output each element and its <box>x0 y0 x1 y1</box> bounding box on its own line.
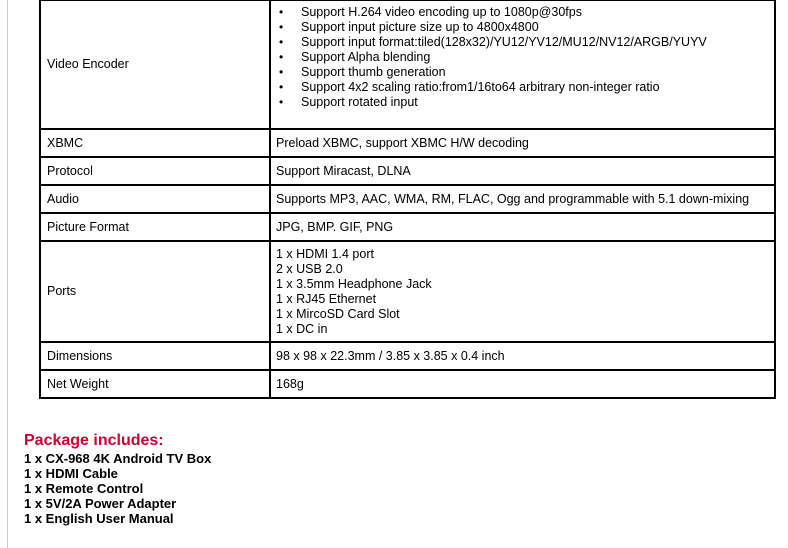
page-left-rule <box>7 0 8 548</box>
table-row <box>40 241 775 342</box>
specs-table <box>39 0 776 399</box>
spec-label: Picture Format <box>40 213 270 241</box>
spec-label: Video Encoder <box>40 0 270 129</box>
table-row <box>40 0 775 129</box>
spec-value: JPG, BMP. GIF, PNG <box>270 213 775 241</box>
list-item: • Support rotated input <box>276 95 774 110</box>
spec-label: Protocol <box>40 157 270 185</box>
package-item: 1 x CX-968 4K Android TV Box <box>24 451 212 466</box>
list-item: 1 x RJ45 Ethernet <box>276 291 377 306</box>
package-item: 1 x 5V/2A Power Adapter <box>24 496 177 511</box>
list-item: • Support input picture size up to 4800x4800 <box>276 20 774 35</box>
package-item: 1 x Remote Control <box>24 481 144 496</box>
list-item: 1 x HDMI 1.4 port <box>276 246 374 261</box>
spec-value: 168g <box>270 370 775 398</box>
list-item: 1 x MircoSD Card Slot <box>276 306 400 321</box>
table-row <box>40 129 775 157</box>
spec-label: Audio <box>40 185 270 213</box>
package-title: Package includes: <box>24 432 164 449</box>
list-item: • Support thumb generation <box>276 65 774 80</box>
video-encoder-feature-list <box>276 5 774 110</box>
package-includes <box>24 432 211 526</box>
list-item: 1 x DC in <box>276 321 328 336</box>
spec-value: Supports MP3, AAC, WMA, RM, FLAC, Ogg and programmable with 5.1 down-mixing <box>270 185 775 213</box>
table-row <box>40 213 775 241</box>
spec-value <box>270 0 775 129</box>
spec-label: Ports <box>40 241 270 342</box>
table-row <box>40 157 775 185</box>
list-item: 2 x USB 2.0 <box>276 261 343 276</box>
spec-value: Preload XBMC, support XBMC H/W decoding <box>270 129 775 157</box>
list-item: • Support H.264 video encoding up to 1080p@30fps <box>276 5 774 20</box>
list-item: • Support input format:tiled(128x32)/YU12/YV12/MU12/NV12/ARGB/YUYV <box>276 35 774 50</box>
spec-label: XBMC <box>40 129 270 157</box>
list-item: • Support 4x2 scaling ratio:from1/16to64 arbitrary non-integer ratio <box>276 80 774 95</box>
spec-value <box>270 241 775 342</box>
spec-value: Support Miracast, DLNA <box>270 157 775 185</box>
spec-label: Net Weight <box>40 370 270 398</box>
package-item: 1 x English User Manual <box>24 511 174 526</box>
spec-label: Dimensions <box>40 342 270 370</box>
list-item: 1 x 3.5mm Headphone Jack <box>276 276 432 291</box>
table-row <box>40 370 775 398</box>
package-item: 1 x HDMI Cable <box>24 466 118 481</box>
spec-value: 98 x 98 x 22.3mm / 3.85 x 3.85 x 0.4 inch <box>270 342 775 370</box>
table-row <box>40 185 775 213</box>
table-row <box>40 342 775 370</box>
list-item: • Support Alpha blending <box>276 50 774 65</box>
